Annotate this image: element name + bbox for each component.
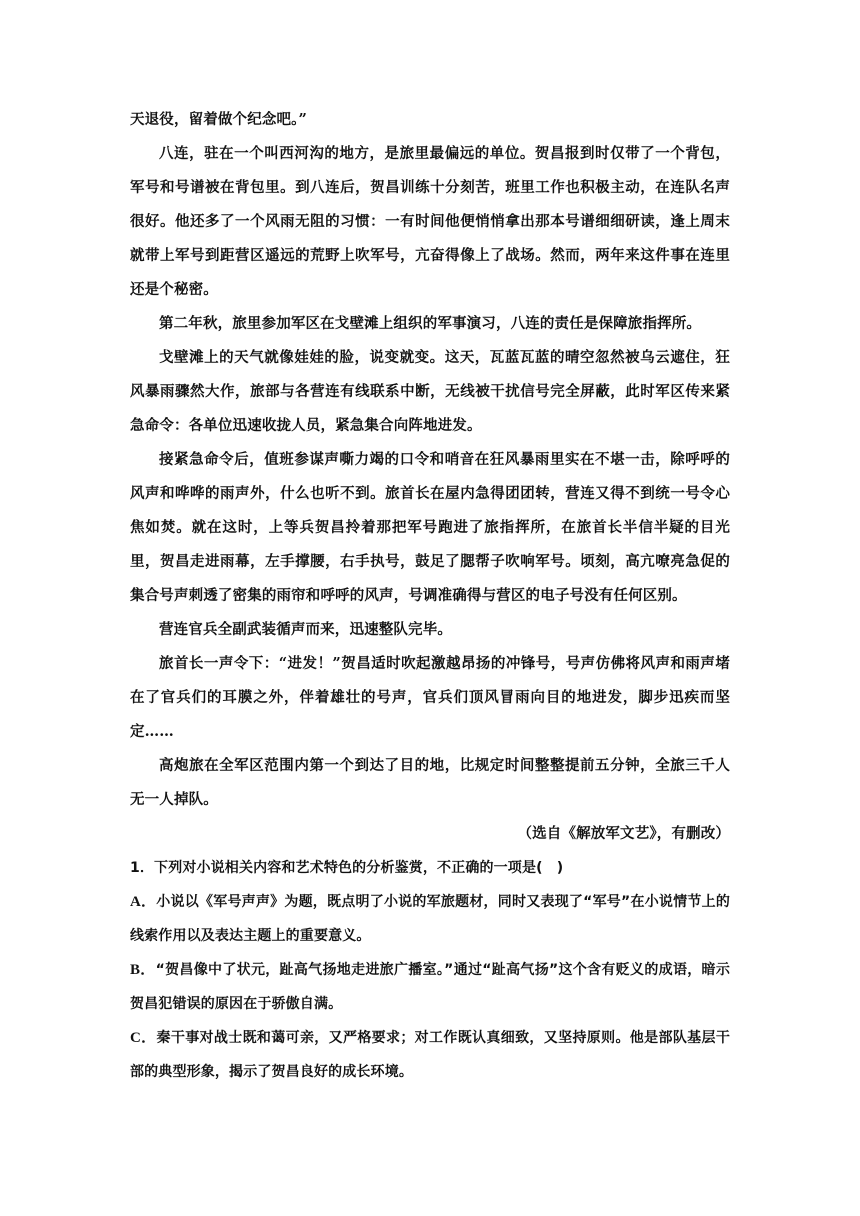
option-a-text: 小说以《军号声声》为题，既点明了小说的军旅题材，同时又表现了“军号”在小说情节上的线索作用以及表达主题上的重要意义。 xyxy=(130,894,730,944)
option-a xyxy=(130,885,730,953)
story-paragraph: 旅首长一声令下：“进发！”贺昌适时吹起激越昂扬的冲锋号，号声仿佛将风声和雨声堵在了官兵们的耳膜之外，伴着雄壮的号声，官兵们顶风冒雨向目的地进发，脚步迅疾而坚定…… xyxy=(130,655,730,740)
story-paragraph: 戈壁滩上的天气就像娃娃的脸，说变就变。这天，瓦蓝瓦蓝的晴空忽然被乌云遮住，狂风暴雨骤然大作，旅部与各营连有线联系中断，无线被干扰信号完全屏蔽，此时军区传来紧急命令：各单位迅速收拢人员，紧急集合向阵地进发。 xyxy=(130,349,730,434)
option-c-label: C． xyxy=(130,1030,157,1046)
document-content xyxy=(130,103,730,1089)
option-b-text: “贺昌像中了状元，趾高气扬地走进旅广播室。”通过“趾高气扬”这个含有贬义的成语，暗示贺昌犯错误的原因在于骄傲自满。 xyxy=(130,962,730,1012)
article-source: （选自《解放军文艺》，有删改） xyxy=(517,825,730,842)
story-paragraph: 第二年秋，旅里参加军区在戈壁滩上组织的军事演习，八连的责任是保障旅指挥所。 xyxy=(159,315,702,332)
story-paragraph: 接紧急命令后，值班参谋声嘶力竭的口令和哨音在狂风暴雨里实在不堪一击，除呼呼的风声和哗哗的雨声外，什么也听不到。旅首长在屋内急得团团转，营连又得不到统一号令心焦如焚。就在这时，上等兵贺昌拎着那把军号跑进了旅指挥所，在旅首长半信半疑的目光里，贺昌走进雨幕，左手撑腰，右手执号，鼓足了腮帮子吹响军号。顷刻，高亢嘹亮急促的集合号声刺透了密集的雨帘和呼呼的风声，号调准确得与营区的电子号没有任何区别。 xyxy=(130,451,730,604)
option-a-label: A． xyxy=(130,894,157,910)
story-paragraph: 八连，驻在一个叫西河沟的地方，是旅里最偏远的单位。贺昌报到时仅带了一个背包，军号和号谱被在背包里。到八连后，贺昌训练十分刻苦，班里工作也积极主动，在连队名声很好。他还多了一个风雨无阻的习惯：一有时间他便悄悄拿出那本号谱细细研读，逢上周末就带上军号到距营区遥远的荒野上吹军号，亢奋得像上了战场。然而，两年来这件事在连里还是个秘密。 xyxy=(130,145,730,298)
story-paragraph: 高炮旅在全军区范围内第一个到达了目的地，比规定时间整整提前五分钟，全旅三千人无一人掉队。 xyxy=(130,757,730,808)
option-c-text: 秦干事对战士既和蔼可亲，又严格要求；对工作既认真细致，又坚持原则。他是部队基层干部的典型形象，揭示了贺昌良好的成长环境。 xyxy=(130,1030,731,1080)
story-paragraph: 营连官兵全副武装循声而来，迅速整队完毕。 xyxy=(159,621,452,638)
story-paragraph: 天退役，留着做个纪念吧。” xyxy=(130,111,308,128)
option-c xyxy=(130,1021,730,1089)
question-stem: 1．下列对小说相关内容和艺术特色的分析鉴赏，不正确的一项是( ) xyxy=(130,860,564,876)
option-b xyxy=(130,953,730,1021)
option-b-label: B． xyxy=(130,962,156,978)
